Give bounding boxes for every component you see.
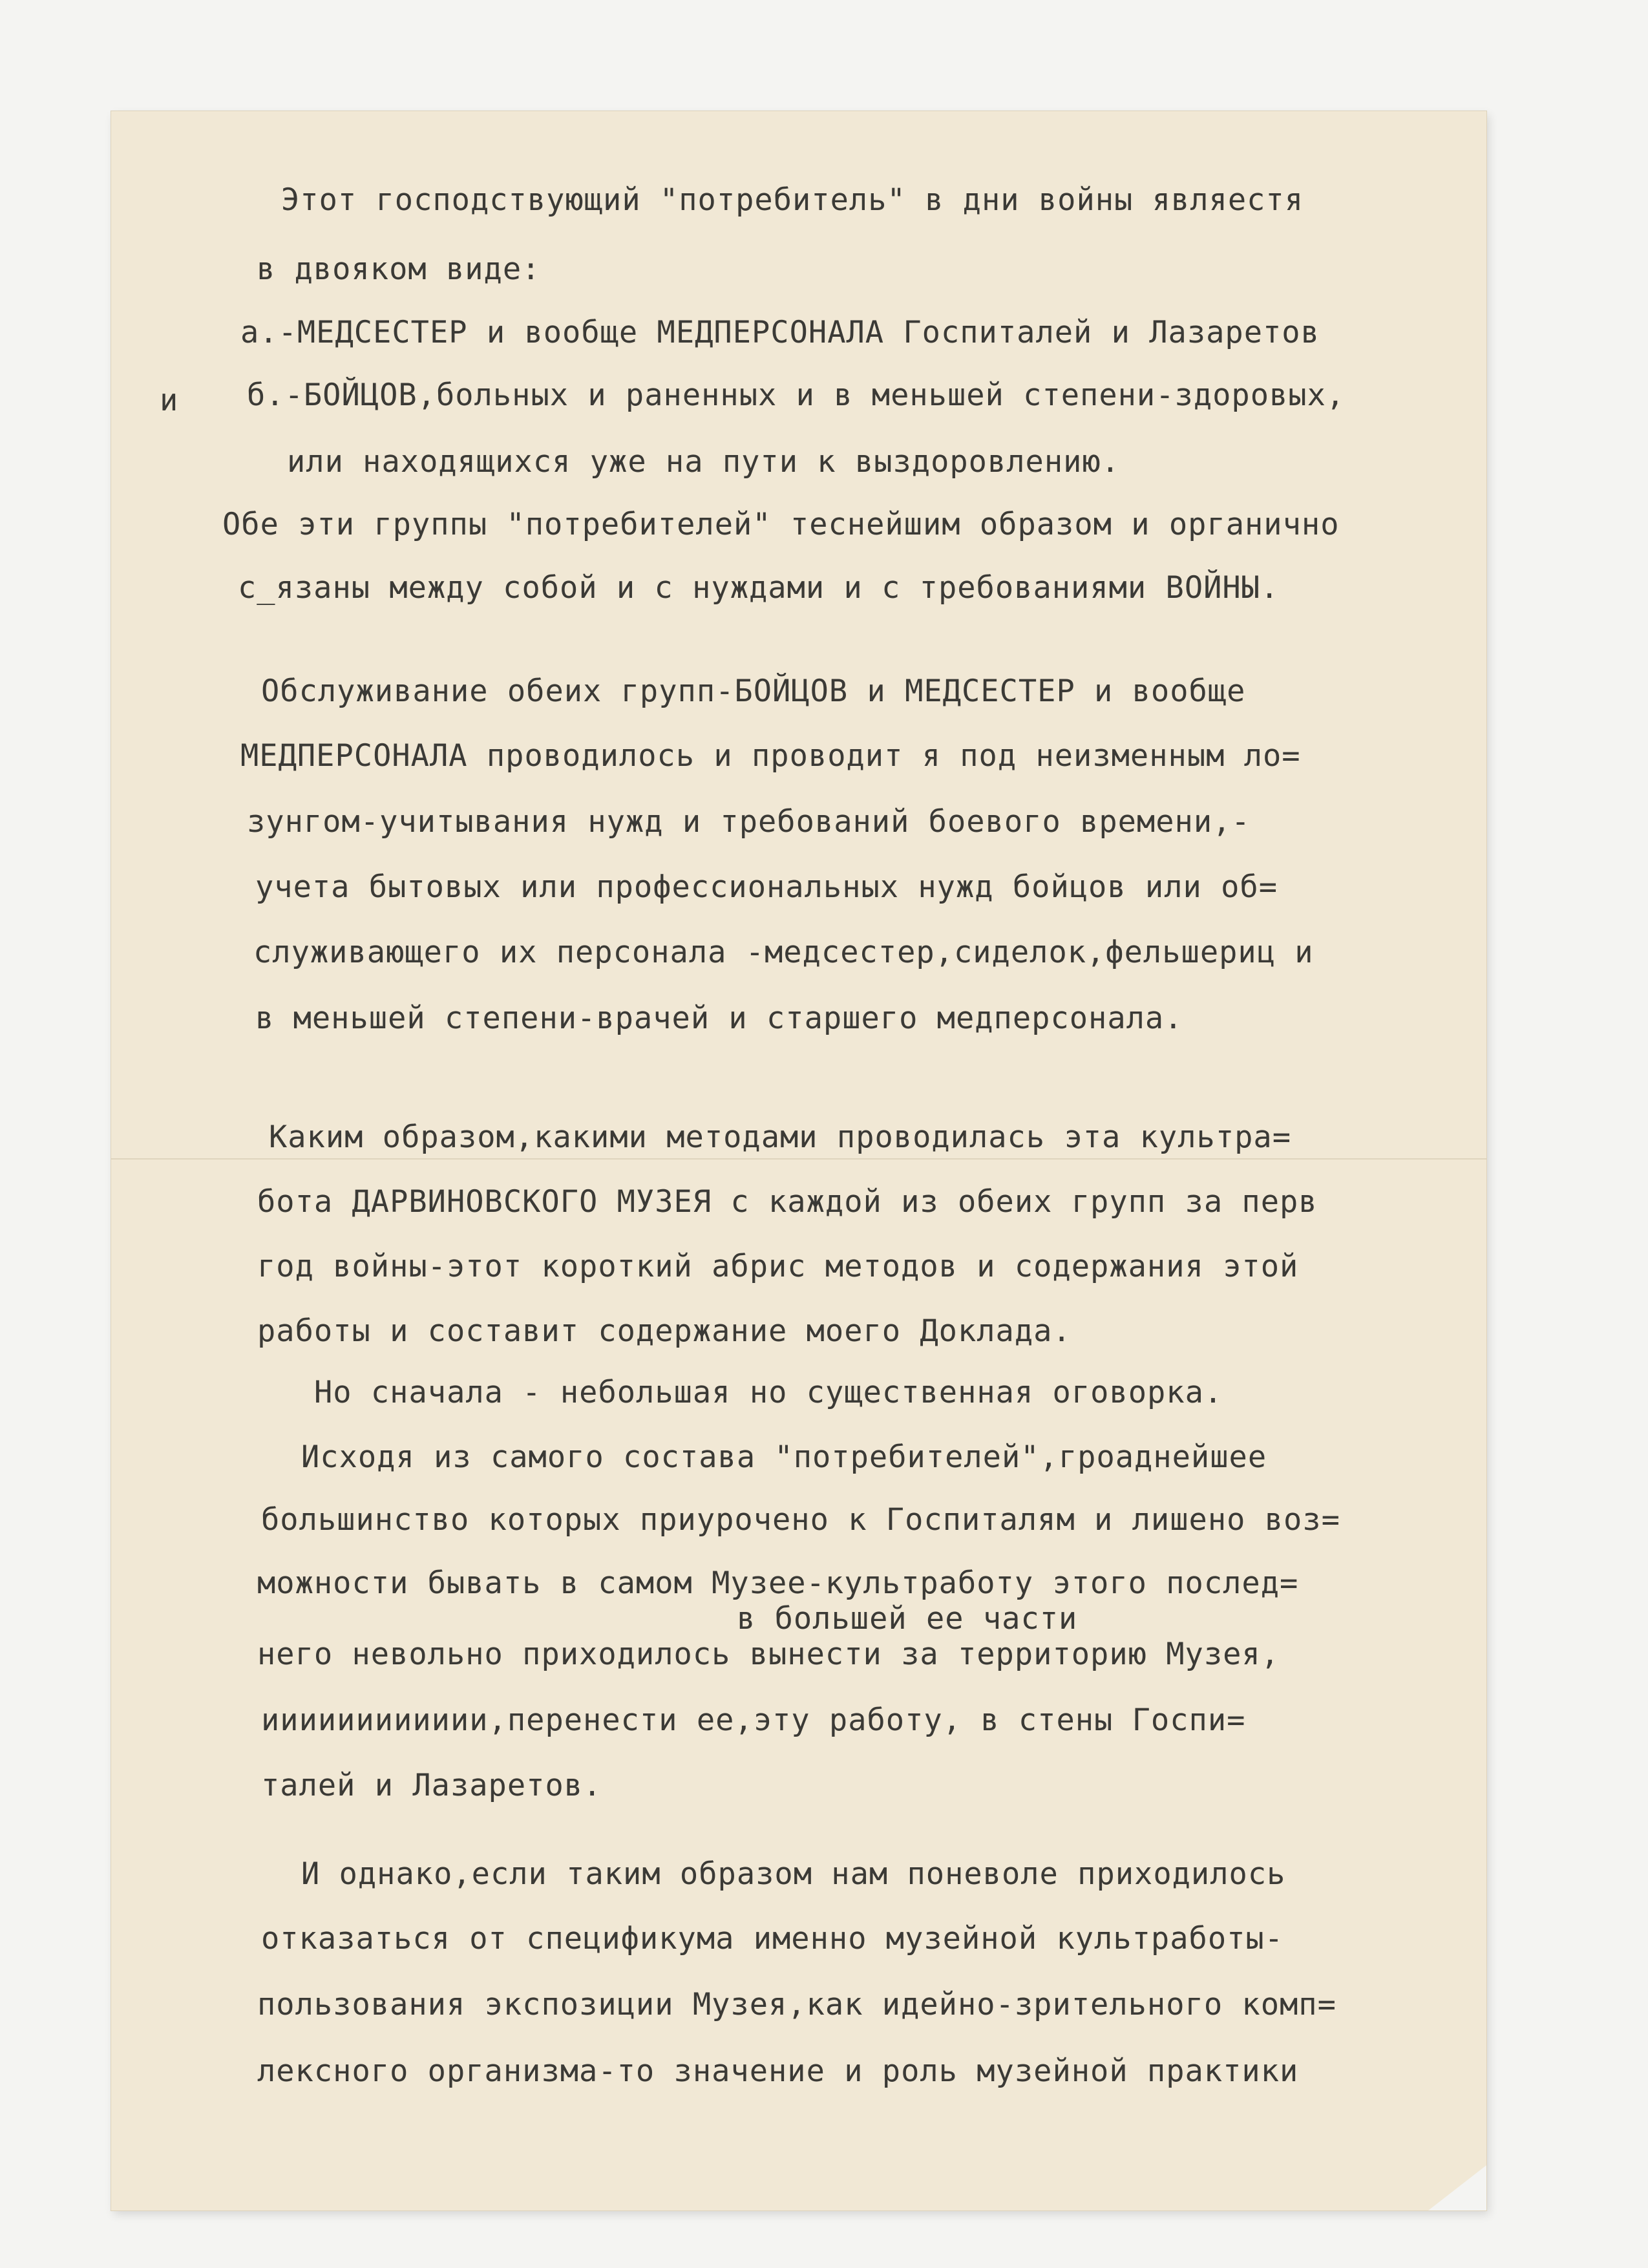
torn-corner xyxy=(1428,2165,1486,2210)
text-line-4: и xyxy=(160,383,179,418)
text-line-24: него невольно приходилось вынести за территорию Музея, xyxy=(257,1637,1280,1672)
text-line-8: с_язаны между собой и с нуждами и с требованиями ВОЙНЫ. xyxy=(238,570,1280,606)
text-line-29: пользования экспозиции Музея,как идейно-зрительного комп= xyxy=(257,1987,1336,2022)
text-line-12: учета бытовых или профессиональных нужд бойцов или об= xyxy=(255,869,1278,905)
text-line-28: отказаться от спецификума именно музейной культработы- xyxy=(261,1921,1284,1956)
text-line-15: Каким образом,какими методами проводилась эта культра= xyxy=(269,1119,1292,1155)
text-line-6: или находящихся уже на пути к выздоровлению. xyxy=(287,444,1121,480)
text-line-10: МЕДПЕРСОНАЛА проводилось и проводит я под неизменным ло= xyxy=(240,738,1301,774)
text-line-13: служивающего их персонала -медсестер,сиделок,фельшериц и xyxy=(253,935,1314,970)
text-line-7: Обе эти группы "потребителей" теснейшим образом и органично xyxy=(222,507,1340,542)
text-line-21: большинство которых приурочено к Госпиталям и лишено воз= xyxy=(261,1502,1340,1538)
text-line-3: а.-МЕДСЕСТЕР и вообще МЕДПЕРСОНАЛА Госпиталей и Лазаретов xyxy=(240,315,1320,350)
text-line-20: Исходя из самого состава "потребителей",гроаднейшее xyxy=(301,1439,1267,1475)
text-line-30: лексного организма-то значение и роль музейной практики xyxy=(257,2053,1299,2089)
text-line-25: ииииииииииии,перенести ее,эту работу, в стены Госпи= xyxy=(261,1702,1246,1738)
text-line-11: зунгом-учитывания нужд и требований боевого времени,- xyxy=(247,804,1251,840)
text-line-26: талей и Лазаретов. xyxy=(261,1768,602,1803)
text-line-27: И однако,если таким образом нам поневоле приходилось xyxy=(301,1856,1286,1892)
document-page xyxy=(111,111,1486,2210)
text-line-9: Обслуживание обеих групп-БОЙЦОВ и МЕДСЕСТЕР и вообще xyxy=(261,673,1246,709)
text-line-2: в двояком виде: xyxy=(257,251,541,287)
text-line-22: можности бывать в самом Музее-культработу этого послед= xyxy=(257,1565,1299,1601)
text-line-14: в меньшей степени-врачей и старшего медперсонала. xyxy=(255,1001,1183,1036)
text-line-18: работы и составит содержание моего Доклада. xyxy=(257,1313,1072,1349)
text-line-19: Но сначала - небольшая но существенная оговорка. xyxy=(314,1375,1223,1410)
text-line-5: б.-БОЙЦОВ,больных и раненных и в меньшей степени-здоровых, xyxy=(247,377,1346,413)
text-line-16: бота ДАРВИНОВСКОГО МУЗЕЯ с каждой из обеих групп за перв xyxy=(257,1184,1318,1220)
text-line-23: в большей ее части xyxy=(737,1601,1078,1637)
text-line-1: Этот господствующий "потребитель" в дни войны являестя xyxy=(281,182,1304,218)
page-fold-crease xyxy=(111,1158,1486,1160)
text-line-17: год войны-этот короткий абрис методов и содержания этой xyxy=(257,1249,1299,1284)
